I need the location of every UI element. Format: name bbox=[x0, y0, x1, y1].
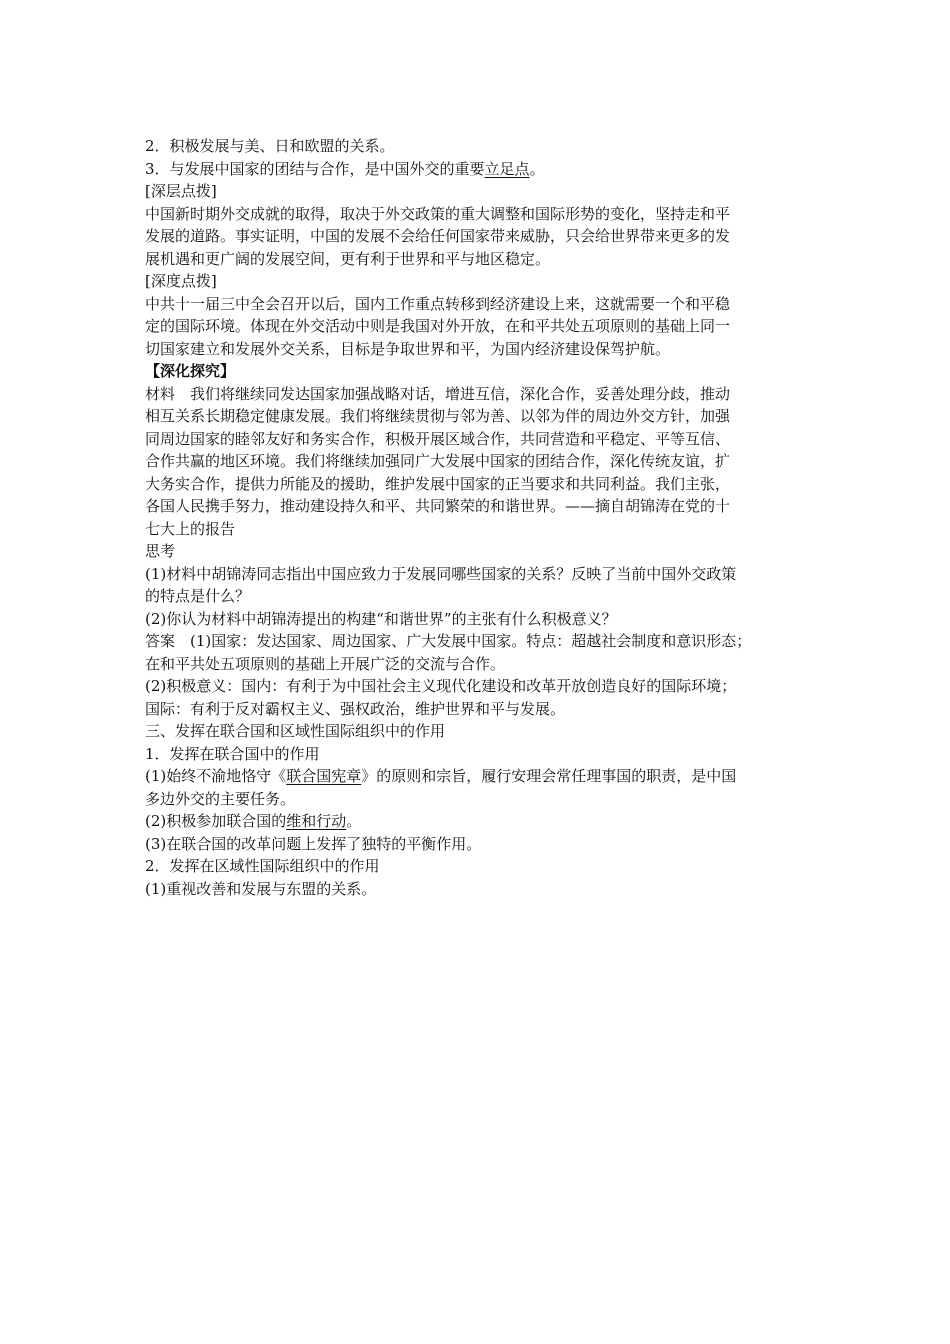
section-label: 思考 bbox=[145, 542, 176, 560]
text-line: 定的国际环境。体现在外交活动中则是我国对外开放，在和平共处五项原则的基础上同一 bbox=[145, 317, 731, 335]
text-line: 1．发挥在联合国中的作用 bbox=[145, 744, 320, 763]
text-line: 3．与发展中国家的团结与合作，是中国外交的重要立足点。 bbox=[145, 159, 545, 178]
text-line: 中共十一届三中全会召开以后，国内工作重点转移到经济建设上来，这就需要一个和平稳 bbox=[145, 294, 731, 313]
text-line: 大务实合作，提供力所能及的援助，维护发展中国家的正当要求和共同利益。我们主张， bbox=[145, 474, 731, 493]
section-heading: 【深化探究】 bbox=[145, 362, 236, 380]
text-line: (2)你认为材料中胡锦涛提出的构建“和谐世界”的主张有什么积极意义？ bbox=[145, 609, 617, 628]
section-label: [深度点拨] bbox=[145, 272, 217, 290]
text-line: 发展的道路。事实证明，中国的发展不会给任何国家带来威胁，只会给世界带来更多的发 bbox=[145, 227, 731, 245]
text-line: 答案 (1)国家：发达国家、周边国家、广大发展中国家。特点：超越社会制度和意识形态； bbox=[145, 632, 752, 650]
text-line: 切国家建立和发展外交关系，目标是争取世界和平，为国内经济建设保驾护航。 bbox=[145, 339, 671, 358]
text-line: (1)材料中胡锦涛同志指出中国应致力于发展同哪些国家的关系？反映了当前中国外交政策 bbox=[145, 564, 737, 583]
text-line: (1)始终不渝地恪守《联合国宪章》的原则和宗旨，履行安理会常任理事国的职责，是中国 bbox=[145, 767, 737, 785]
text-line: (2)积极意义：国内：有利于为中国社会主义现代化建设和改革开放创造良好的国际环境； bbox=[145, 677, 737, 695]
document-page bbox=[145, 135, 810, 900]
text-line: 国际：有利于反对霸权主义、强权政治，维护世界和平与发展。 bbox=[145, 699, 566, 718]
section-label: [深层点拨] bbox=[145, 182, 217, 200]
text-line: 合作共赢的地区环境。我们将继续加强同广大发展中国家的团结合作，深化传统友谊，扩 bbox=[145, 452, 731, 470]
underlined-term: 联合国宪章 bbox=[286, 767, 362, 785]
underlined-term: 维和行动 bbox=[286, 812, 347, 830]
text-line: 多边外交的主要任务。 bbox=[145, 789, 296, 808]
text-line: 展机遇和更广阔的发展空间，更有利于世界和平与地区稳定。 bbox=[145, 249, 551, 268]
underlined-term: 立足点 bbox=[484, 159, 530, 178]
text-line: 2．发挥在区域性国际组织中的作用 bbox=[145, 857, 380, 875]
text-line: 的特点是什么？ bbox=[145, 587, 251, 605]
text-line: (3)在联合国的改革问题上发挥了独特的平衡作用。 bbox=[145, 834, 482, 853]
section-heading: 三、发挥在联合国和区域性国际组织中的作用 bbox=[145, 722, 446, 740]
text-line: 中国新时期外交成就的取得，取决于外交政策的重大调整和国际形势的变化，坚持走和平 bbox=[145, 204, 731, 223]
text-line: 同周边国家的睦邻友好和务实合作，积极开展区域合作，共同营造和平稳定、平等互信、 bbox=[145, 429, 731, 448]
text-line: (2)积极参加联合国的维和行动。 bbox=[145, 812, 362, 830]
text-line: 相互关系长期稳定健康发展。我们将继续贯彻与邻为善、以邻为伴的周边外交方针，加强 bbox=[145, 407, 731, 425]
text-line: 材料 我们将继续同发达国家加强战略对话，增进互信，深化合作，妥善处理分歧，推动 bbox=[145, 384, 731, 403]
text-line: 2．积极发展与美、日和欧盟的关系。 bbox=[145, 137, 395, 155]
text-line: 各国人民携手努力，推动建设持久和平、共同繁荣的和谐世界。——摘自胡锦涛在党的十 bbox=[145, 497, 731, 515]
text-line: 七大上的报告 bbox=[145, 519, 236, 538]
text-line: 在和平共处五项原则的基础上开展广泛的交流与合作。 bbox=[145, 654, 506, 673]
text-line: (1)重视改善和发展与东盟的关系。 bbox=[145, 879, 377, 898]
